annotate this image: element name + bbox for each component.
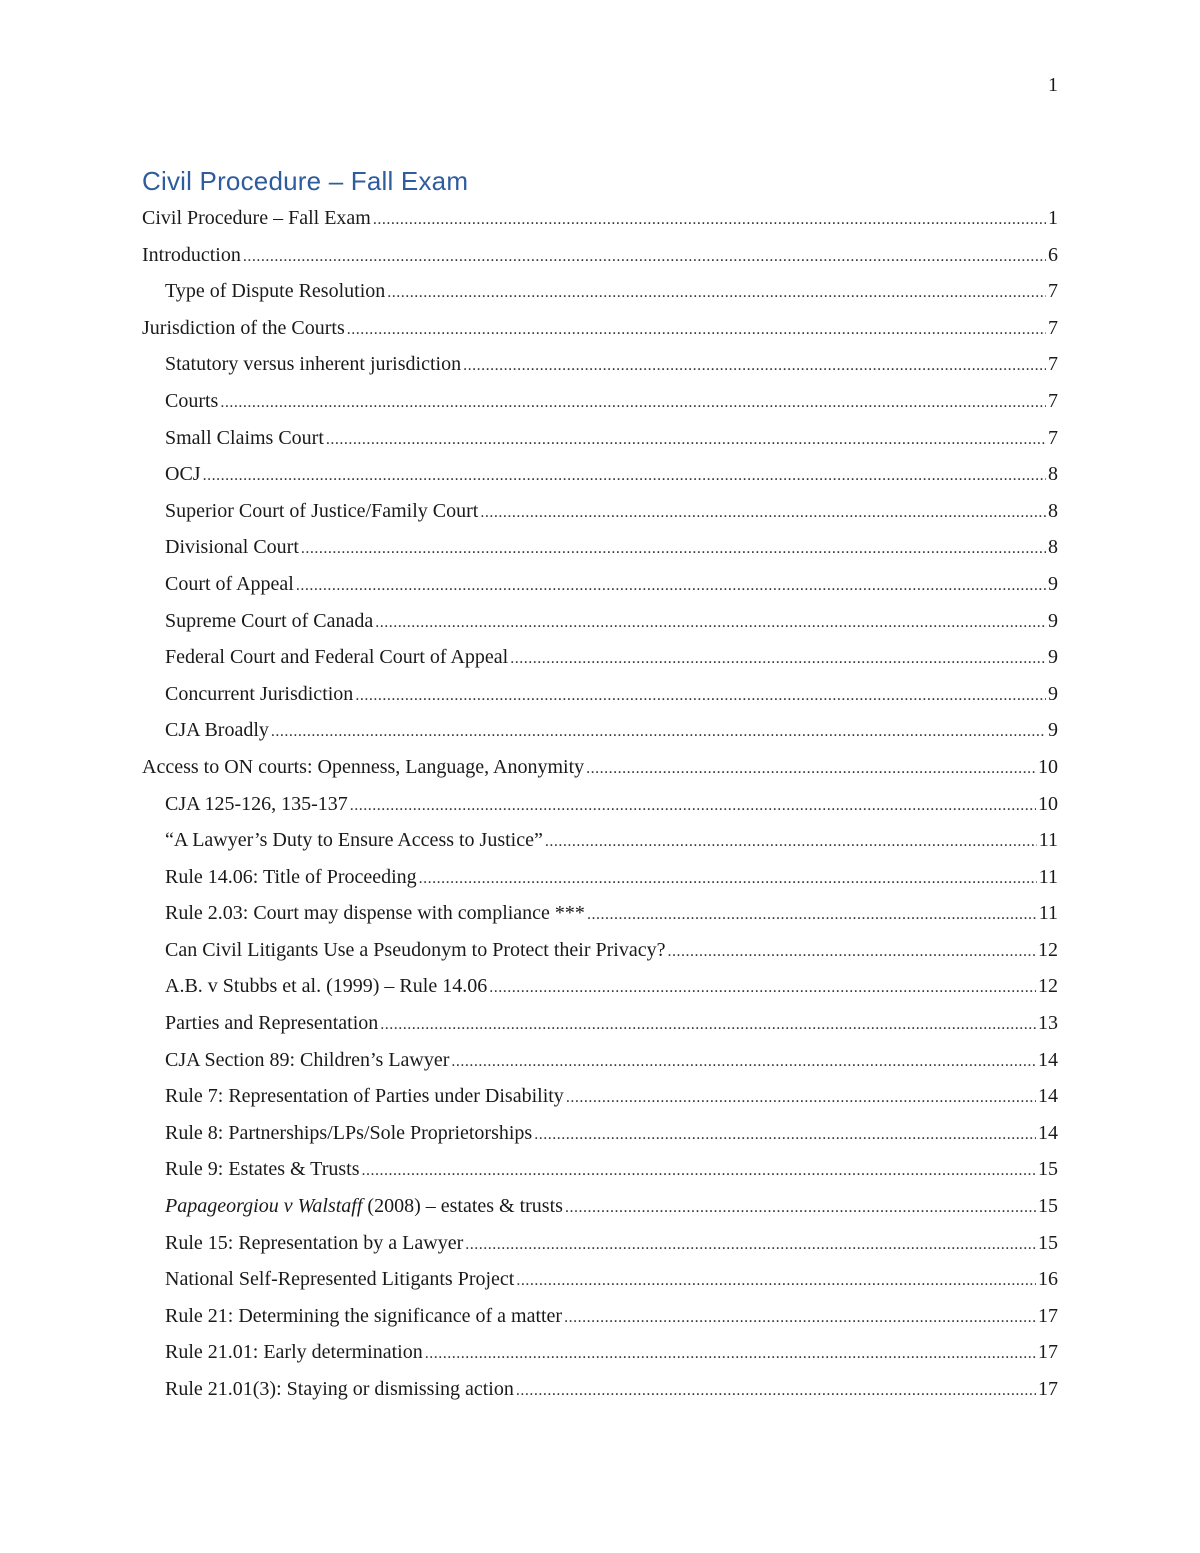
toc-entry-page-number: 7 (1048, 353, 1058, 376)
toc-entry-title (165, 493, 478, 530)
toc-leader-dots (516, 1373, 1036, 1410)
toc-entry-title (165, 639, 508, 676)
toc-entry-title (165, 1042, 449, 1079)
toc-entry[interactable] (142, 420, 1058, 457)
toc-entry-title-text: Access to ON courts: Openness, Language, Anonymity (142, 755, 585, 778)
toc-entry-page-number: 1 (1048, 207, 1058, 229)
toc-entry[interactable] (142, 1115, 1058, 1152)
toc-entry[interactable] (142, 639, 1058, 676)
toc-entry-title (165, 1334, 423, 1371)
toc-entry-title-text: Type of Dispute Resolution (165, 280, 386, 303)
toc-entry[interactable] (142, 1334, 1058, 1371)
toc-entry-title (165, 346, 461, 383)
toc-entry-title (142, 200, 371, 237)
toc-entry-title-text: Rule 14.06: Title of Proceeding (165, 865, 417, 888)
toc-entry-title (142, 237, 241, 274)
toc-entry[interactable] (142, 1225, 1058, 1262)
toc-entry-page-number: 10 (1038, 792, 1058, 815)
toc-entry-page-number: 15 (1038, 1195, 1058, 1218)
toc-entry-page-number: 9 (1048, 609, 1058, 632)
toc-leader-dots (480, 495, 1046, 532)
toc-leader-dots (510, 641, 1046, 678)
toc-entry-title (165, 1225, 463, 1262)
toc-entry-title-text: Small Claims Court (165, 426, 324, 449)
toc-entry-title-text: Rule 21.01: Early determination (165, 1341, 423, 1364)
toc-entry-page-number: 7 (1048, 426, 1058, 449)
toc-entry[interactable] (142, 1042, 1058, 1079)
toc-entry-title (142, 310, 345, 347)
toc-entry-title-text: Statutory versus inherent jurisdiction (165, 353, 462, 376)
toc-entry-page-number: 9 (1048, 719, 1058, 742)
toc-entry[interactable] (142, 603, 1058, 640)
toc-leader-dots (373, 202, 1046, 239)
toc-leader-dots (361, 1153, 1036, 1190)
toc-leader-dots (425, 1336, 1036, 1373)
toc-entry-title-text: Rule 21: Determining the significance of a matter (165, 1304, 563, 1327)
toc-entry-title-text: Courts (165, 389, 219, 412)
toc-entry-page-number: 16 (1038, 1268, 1058, 1291)
toc-entry-page-number: 10 (1038, 755, 1058, 778)
toc-entry-title-suffix: (2008) – estates & trusts (362, 1195, 563, 1218)
toc-entry-page-number: 15 (1038, 1158, 1058, 1181)
toc-entry[interactable] (142, 456, 1058, 493)
table-of-contents (142, 200, 1058, 1408)
toc-entry-title (165, 822, 543, 859)
toc-leader-dots (565, 1190, 1036, 1227)
toc-leader-dots (667, 934, 1036, 971)
toc-entry-title-text: Federal Court and Federal Court of Appeal (165, 646, 509, 669)
toc-entry-title-text: National Self-Represented Litigants Project (165, 1268, 515, 1291)
toc-entry-page-number: 17 (1038, 1341, 1058, 1364)
toc-leader-dots (350, 788, 1036, 825)
document-title: Civil Procedure – Fall Exam (142, 166, 469, 196)
toc-entry[interactable] (142, 1298, 1058, 1335)
toc-entry-page-number: 11 (1038, 829, 1058, 852)
toc-entry[interactable] (142, 1261, 1058, 1298)
toc-entry[interactable] (142, 968, 1058, 1005)
toc-entry[interactable] (142, 493, 1058, 530)
toc-leader-dots (380, 1007, 1036, 1044)
toc-entry-page-number: 15 (1038, 1231, 1058, 1254)
toc-entry[interactable] (142, 932, 1058, 969)
toc-entry-title (165, 1078, 564, 1115)
toc-entry-page-number: 11 (1038, 902, 1058, 925)
toc-entry[interactable] (142, 383, 1058, 420)
toc-entry-page-number: 9 (1048, 572, 1058, 595)
toc-leader-dots (534, 1117, 1036, 1154)
toc-entry-case-name: Papageorgiou v Walstaff (165, 1195, 363, 1218)
toc-entry-title-text: Divisional Court (165, 536, 299, 559)
toc-entry-title-text: Rule 8: Partnerships/LPs/Sole Proprietorships (165, 1121, 533, 1144)
toc-entry-title (165, 895, 585, 932)
toc-entry-title (165, 383, 218, 420)
toc-entry-title-text: Rule 2.03: Court may dispense with compliance *** (165, 902, 585, 925)
toc-entry-title (165, 859, 417, 896)
toc-entry-title-text: Civil Procedure – Fall Exam (142, 207, 371, 229)
toc-leader-dots (419, 861, 1037, 898)
toc-entry-page-number: 7 (1048, 389, 1058, 412)
toc-leader-dots (347, 312, 1046, 349)
toc-entry-title (165, 273, 385, 310)
toc-leader-dots (203, 458, 1046, 495)
toc-entry-title (165, 1371, 514, 1408)
toc-entry[interactable] (142, 200, 1058, 237)
toc-entry-title (165, 676, 353, 713)
toc-entry[interactable] (142, 786, 1058, 823)
toc-leader-dots (387, 275, 1046, 312)
toc-entry-title-text: Can Civil Litigants Use a Pseudonym to Protect their Privacy? (165, 938, 666, 961)
toc-entry-page-number: 11 (1038, 865, 1058, 888)
toc-entry-title (165, 1261, 514, 1298)
toc-leader-dots (489, 970, 1036, 1007)
toc-leader-dots (355, 678, 1046, 715)
toc-entry-page-number: 12 (1038, 938, 1058, 961)
toc-entry-title (165, 603, 373, 640)
page-number: 1 (1048, 74, 1058, 96)
toc-leader-dots (465, 1227, 1036, 1264)
toc-entry-title-text: A.B. v Stubbs et al. (1999) – Rule 14.06 (165, 975, 488, 998)
toc-entry-title (142, 749, 584, 786)
toc-leader-dots (271, 714, 1046, 751)
toc-entry-page-number: 14 (1038, 1048, 1058, 1071)
toc-entry-title-text: CJA Broadly (165, 719, 269, 742)
toc-entry-title (165, 1115, 532, 1152)
toc-leader-dots (326, 422, 1046, 459)
toc-entry[interactable] (142, 566, 1058, 603)
toc-leader-dots (220, 385, 1046, 422)
toc-entry-title (165, 1005, 378, 1042)
toc-leader-dots (516, 1263, 1036, 1300)
toc-entry-title-text: Introduction (142, 243, 241, 266)
toc-entry-title-text: “A Lawyer’s Duty to Ensure Access to Justice” (165, 829, 543, 852)
toc-entry[interactable] (142, 346, 1058, 383)
toc-entry[interactable] (142, 1005, 1058, 1042)
toc-entry-title (165, 566, 294, 603)
toc-entry[interactable] (142, 749, 1058, 786)
toc-leader-dots (301, 531, 1046, 568)
toc-entry[interactable] (142, 237, 1058, 274)
toc-entry[interactable] (142, 676, 1058, 713)
toc-entry[interactable] (142, 1188, 1058, 1225)
toc-entry[interactable] (142, 1151, 1058, 1188)
toc-entry-title-text: Supreme Court of Canada (165, 609, 374, 632)
toc-entry-title-text: Concurrent Jurisdiction (165, 682, 354, 705)
toc-entry-page-number: 17 (1038, 1378, 1058, 1400)
toc-entry-title (165, 529, 299, 566)
toc-entry-page-number: 13 (1038, 1012, 1058, 1035)
toc-entry[interactable] (142, 529, 1058, 566)
toc-entry-page-number: 14 (1038, 1121, 1058, 1144)
toc-entry-page-number: 8 (1048, 463, 1058, 486)
toc-entry-page-number: 9 (1048, 646, 1058, 669)
toc-entry-title-text: Jurisdiction of the Courts (142, 316, 345, 339)
toc-entry[interactable] (142, 712, 1058, 749)
toc-entry-title-text: Rule 15: Representation by a Lawyer (165, 1231, 464, 1254)
toc-entry[interactable] (142, 1078, 1058, 1115)
toc-entry-title (165, 1298, 562, 1335)
toc-entry-title (165, 456, 201, 493)
toc-entry-title (165, 420, 324, 457)
toc-leader-dots (296, 568, 1046, 605)
toc-leader-dots (545, 824, 1037, 861)
toc-entry-page-number: 14 (1038, 1085, 1058, 1108)
toc-leader-dots (463, 348, 1046, 385)
toc-entry-title-text: Parties and Representation (165, 1012, 379, 1035)
toc-entry-page-number: 7 (1048, 316, 1058, 339)
toc-entry-title-text: CJA 125-126, 135-137 (165, 792, 348, 815)
toc-entry-title-text: CJA Section 89: Children’s Lawyer (165, 1048, 450, 1071)
toc-entry[interactable] (142, 822, 1058, 859)
toc-entry[interactable] (142, 895, 1058, 932)
toc-entry-title (165, 1188, 563, 1225)
toc-leader-dots (587, 897, 1037, 934)
toc-entry-title-text: OCJ (165, 463, 201, 486)
toc-entry-title (165, 968, 487, 1005)
toc-entry-page-number: 8 (1048, 499, 1058, 522)
toc-entry-title (165, 786, 348, 823)
toc-entry-page-number: 7 (1048, 280, 1058, 303)
toc-entry-page-number: 9 (1048, 682, 1058, 705)
toc-entry[interactable] (142, 273, 1058, 310)
toc-entry-title (165, 932, 665, 969)
toc-entry[interactable] (142, 310, 1058, 347)
toc-leader-dots (564, 1300, 1036, 1337)
toc-entry-page-number: 12 (1038, 975, 1058, 998)
toc-leader-dots (451, 1044, 1036, 1081)
toc-entry-title-text: Rule 9: Estates & Trusts (165, 1158, 360, 1181)
toc-entry-page-number: 17 (1038, 1304, 1058, 1327)
toc-entry-page-number: 8 (1048, 536, 1058, 559)
toc-entry[interactable] (142, 1371, 1058, 1408)
toc-entry-page-number: 6 (1048, 243, 1058, 266)
toc-entry-title-text: Court of Appeal (165, 572, 294, 595)
toc-leader-dots (243, 239, 1046, 276)
toc-leader-dots (566, 1080, 1036, 1117)
toc-entry-title (165, 1151, 359, 1188)
toc-entry[interactable] (142, 859, 1058, 896)
toc-entry-title-text: Superior Court of Justice/Family Court (165, 499, 479, 522)
toc-entry-title-text: Rule 7: Representation of Parties under Disability (165, 1085, 564, 1108)
toc-entry-title (165, 712, 269, 749)
toc-leader-dots (375, 605, 1046, 642)
toc-leader-dots (586, 751, 1036, 788)
toc-entry-title-text: Rule 21.01(3): Staying or dismissing action (165, 1378, 514, 1400)
